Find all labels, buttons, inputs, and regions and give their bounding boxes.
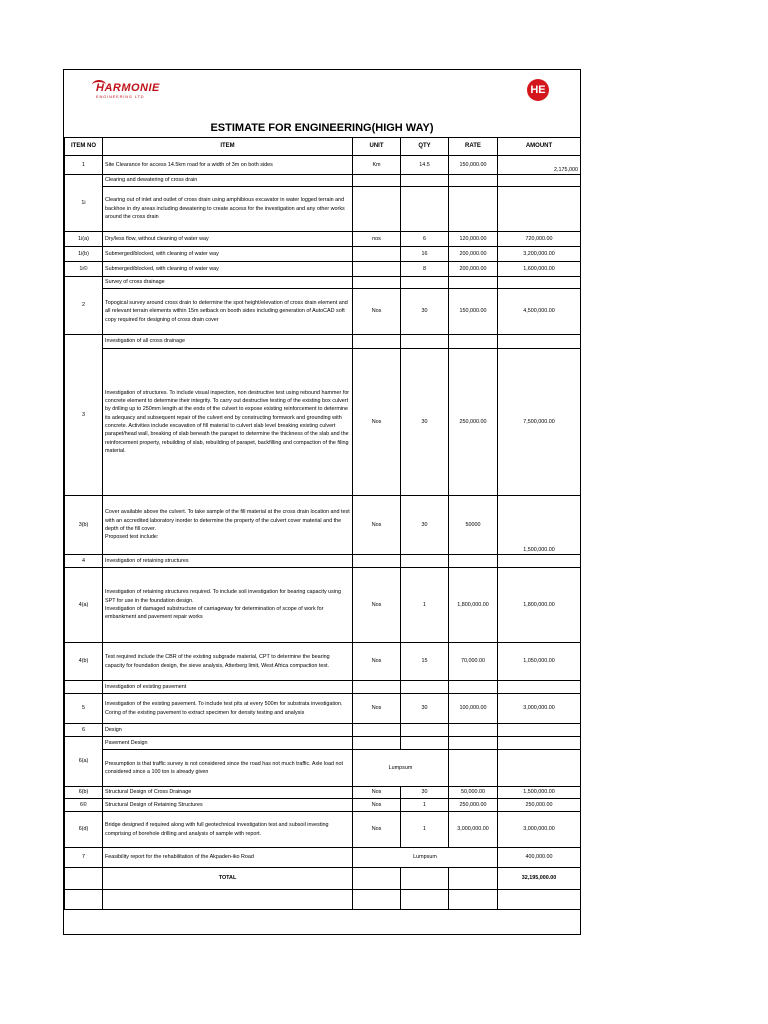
item-no: 1i(a) <box>65 232 103 247</box>
qty: 15 <box>401 643 449 681</box>
document-title: ESTIMATE FOR ENGINEERING(HIGH WAY) <box>210 122 434 134</box>
qty: 1 <box>401 568 449 643</box>
item-no: 4(a) <box>65 568 103 643</box>
rate: 200,000.00 <box>449 262 498 277</box>
item-heading: Survey of cross drainage <box>103 277 353 289</box>
unit <box>353 247 401 262</box>
qty: 6 <box>401 232 449 247</box>
unit: Nos <box>353 812 401 848</box>
table-row <box>65 750 581 787</box>
unit: Nos <box>353 799 401 812</box>
item-no: 4 <box>65 555 103 568</box>
rate: 150,000.00 <box>449 156 498 175</box>
item-no: 6© <box>65 799 103 812</box>
item-description: Structural Design of Cross Drainage <box>103 787 353 799</box>
unit: Nos <box>353 694 401 724</box>
qty: 16 <box>401 247 449 262</box>
table-row <box>65 262 581 277</box>
unit: Nos <box>353 289 401 335</box>
header-amount: AMOUNT <box>498 138 581 156</box>
item-text-2: Proposed test include: <box>105 534 159 541</box>
rate: 70,000.00 <box>449 643 498 681</box>
unit: Km <box>353 156 401 175</box>
qty: 14.5 <box>401 156 449 175</box>
table-row <box>65 247 581 262</box>
empty-row <box>65 890 581 910</box>
document-header <box>64 70 580 137</box>
item-description: Investigation of retaining structures <box>103 555 353 568</box>
unit: Lumpsum <box>353 750 449 787</box>
rate: 120,000.00 <box>449 232 498 247</box>
harmonie-logo <box>96 82 160 99</box>
unit: Nos <box>353 643 401 681</box>
qty: 1 <box>401 799 449 812</box>
item-no: 3(b) <box>65 496 103 555</box>
item-description: Investigation of structures. To include visual inspection, non destructive test using rebound hammer for concrete element to determine their integrity. To carry out destructive testing of the existing box culvert by drilling up to 250mm length at the ends of the culvert to expose existing reinforcement to determine its adequacy and subsequent repair of the culvert end by constructing formwork and grounding with concrete. Activities include excavation of fill material to culvert slab level breaking existing culvert parapet/head wall, breaking of slab beneath the parapet to determine the thickness of the slab and the reinforcement property, rebuilding of slab, rebuilding of parapet, backfilling and compaction of the filing material. <box>103 349 353 496</box>
item-no: 6(b) <box>65 787 103 799</box>
table-row <box>65 175 581 187</box>
item-heading: Pavement Design <box>103 737 353 750</box>
rate: 150,000.00 <box>449 289 498 335</box>
he-logo-icon: HE <box>527 79 549 101</box>
item-no: 2 <box>65 277 103 335</box>
table-row <box>65 799 581 812</box>
qty: 1 <box>401 812 449 848</box>
amount: 4,500,000.00 <box>498 289 581 335</box>
amount: 3,200,000.00 <box>498 247 581 262</box>
table-row <box>65 681 581 694</box>
header-item: ITEM <box>103 138 353 156</box>
item-no: 6(d) <box>65 812 103 848</box>
total-label: TOTAL <box>103 868 353 890</box>
qty: 8 <box>401 262 449 277</box>
item-description: Test required include the CBR of the existing subgrade material, CPT to determine the bearing capacity for foundation design, the sieve analysis, Atterberg limit, West Africa compaction test. <box>103 643 353 681</box>
table-row <box>65 496 581 555</box>
item-description: Investigation of the existing pavement. To include test pits at every 500m for substrata investigation. Coring of the existing pavement to extract specimen for density testing and analysis <box>103 694 353 724</box>
table-row <box>65 232 581 247</box>
table-row <box>65 187 581 232</box>
amount: 1,800,000.00 <box>498 568 581 643</box>
item-no: 5 <box>65 694 103 724</box>
total-row <box>65 868 581 890</box>
item-description: Dry/less flow, without cleaning of water way <box>103 232 353 247</box>
header-qty: QTY <box>401 138 449 156</box>
item-description: Bridge designed if required along with full geotechnical investigation test and subsoil investing comprising of borehole drilling and analysis of sample with report. <box>103 812 353 848</box>
table-row <box>65 812 581 848</box>
estimate-table <box>64 137 581 910</box>
table-row <box>65 555 581 568</box>
table-row <box>65 787 581 799</box>
header-item-no: ITEM NO <box>65 138 103 156</box>
item-description: Topogical survey around cross drain to determine the spot height/elevation of cross drain element and all relevant terrain elements within 15m setback on booth sides including generation of AutoCAD soft copy required for designing of cross drain cover <box>103 289 353 335</box>
qty: 30 <box>401 694 449 724</box>
qty: 30 <box>401 349 449 496</box>
item-text: Cover available above the culvert. To take sample of the fill material at the cross drain location and test with an accredited laboratory inorder to determine the property of the culvert cover material and the depth of the fill cover. <box>105 509 350 532</box>
rate: 200,000.00 <box>449 247 498 262</box>
table-row <box>65 737 581 750</box>
rate: 50,000.00 <box>449 787 498 799</box>
amount: 2,175,000 <box>498 156 581 175</box>
item-no: 4(b) <box>65 643 103 681</box>
company-subtitle: ENGINEERING LTD <box>96 94 145 99</box>
item-description: Presumption is that traffic survey is not considered since the road has not much traffic. Axle load not considered since a 100 ton is already given <box>103 750 353 787</box>
unit: Nos <box>353 349 401 496</box>
item-heading: Investigation of all cross drainage <box>103 335 353 349</box>
unit <box>353 262 401 277</box>
qty: 30 <box>401 289 449 335</box>
table-row <box>65 277 581 289</box>
item-description: Structural Design of Retaining Structures <box>103 799 353 812</box>
item-description: Site Clearance for access 14.5km road for a width of 3m on both sides <box>103 156 353 175</box>
unit: Nos <box>353 496 401 555</box>
table-row <box>65 156 581 175</box>
item-description: Submerged/blocked, with cleaning of water way <box>103 247 353 262</box>
table-row <box>65 349 581 496</box>
table-row <box>65 335 581 349</box>
qty: 30 <box>401 787 449 799</box>
item-no: 1i© <box>65 262 103 277</box>
rate: 3,000,000.00 <box>449 812 498 848</box>
item-description: Submerged/blocked, with cleaning of water way <box>103 262 353 277</box>
item-no: 1i <box>65 175 103 232</box>
item-description <box>103 568 353 643</box>
item-text-2: Investigation of damaged substructure of carriageway for determination of scope of work for embankment and pavement repair works <box>105 606 324 621</box>
table-row <box>65 724 581 737</box>
header-rate: RATE <box>449 138 498 156</box>
item-text: Investigation of retaining structures required. To include soil investigation for bearing capacity using SPT for use in the foundation design. <box>105 589 342 604</box>
table-row <box>65 289 581 335</box>
table-row <box>65 643 581 681</box>
amount: 1,500,000.00 <box>498 496 581 555</box>
qty: 30 <box>401 496 449 555</box>
item-description: Clearing out of inlet and outlet of cross drain using amphibious excavator in water logged terrain and backhoe in dry areas including dewatering to create access for the investigation and any other works around the cross drain <box>103 187 353 232</box>
item-description: Design <box>103 724 353 737</box>
rate: 250,000.00 <box>449 349 498 496</box>
total-amount: 32,195,000.00 <box>498 868 581 890</box>
item-no: 6 <box>65 724 103 737</box>
rate: 1,800,000.00 <box>449 568 498 643</box>
amount: 3,000,000.00 <box>498 812 581 848</box>
rate: 250,000.00 <box>449 799 498 812</box>
item-heading: Clearing and dewatering of cross drain <box>103 175 353 187</box>
rate: 50000 <box>449 496 498 555</box>
table-header-row <box>65 138 581 156</box>
amount: 7,500,000.00 <box>498 349 581 496</box>
unit: Nos <box>353 568 401 643</box>
table-row <box>65 568 581 643</box>
company-name: HARMONIE <box>96 82 160 94</box>
table-row <box>65 694 581 724</box>
unit: Lumpsum <box>353 848 498 868</box>
item-no: 7 <box>65 848 103 868</box>
amount: 1,050,000.00 <box>498 643 581 681</box>
amount: 720,000.00 <box>498 232 581 247</box>
item-description: Feasibility report for the rehabilitation of the Akpaden-iko Road <box>103 848 353 868</box>
amount: 1,500,000.00 <box>498 787 581 799</box>
unit: Nos <box>353 787 401 799</box>
item-no: 1i(b) <box>65 247 103 262</box>
item-no: 6(a) <box>65 737 103 787</box>
amount: 3,000,000.00 <box>498 694 581 724</box>
amount: 400,000.00 <box>498 848 581 868</box>
item-no: 1 <box>65 156 103 175</box>
header-unit: UNIT <box>353 138 401 156</box>
item-heading: Investigation of existing pavement <box>103 681 353 694</box>
amount: 1,600,000.00 <box>498 262 581 277</box>
amount: 250,000.00 <box>498 799 581 812</box>
item-description <box>103 496 353 555</box>
logo-swoosh-icon <box>92 80 106 90</box>
rate: 100,000.00 <box>449 694 498 724</box>
estimate-sheet <box>63 69 581 935</box>
unit: nos <box>353 232 401 247</box>
table-row <box>65 848 581 868</box>
item-no: 3 <box>65 335 103 496</box>
